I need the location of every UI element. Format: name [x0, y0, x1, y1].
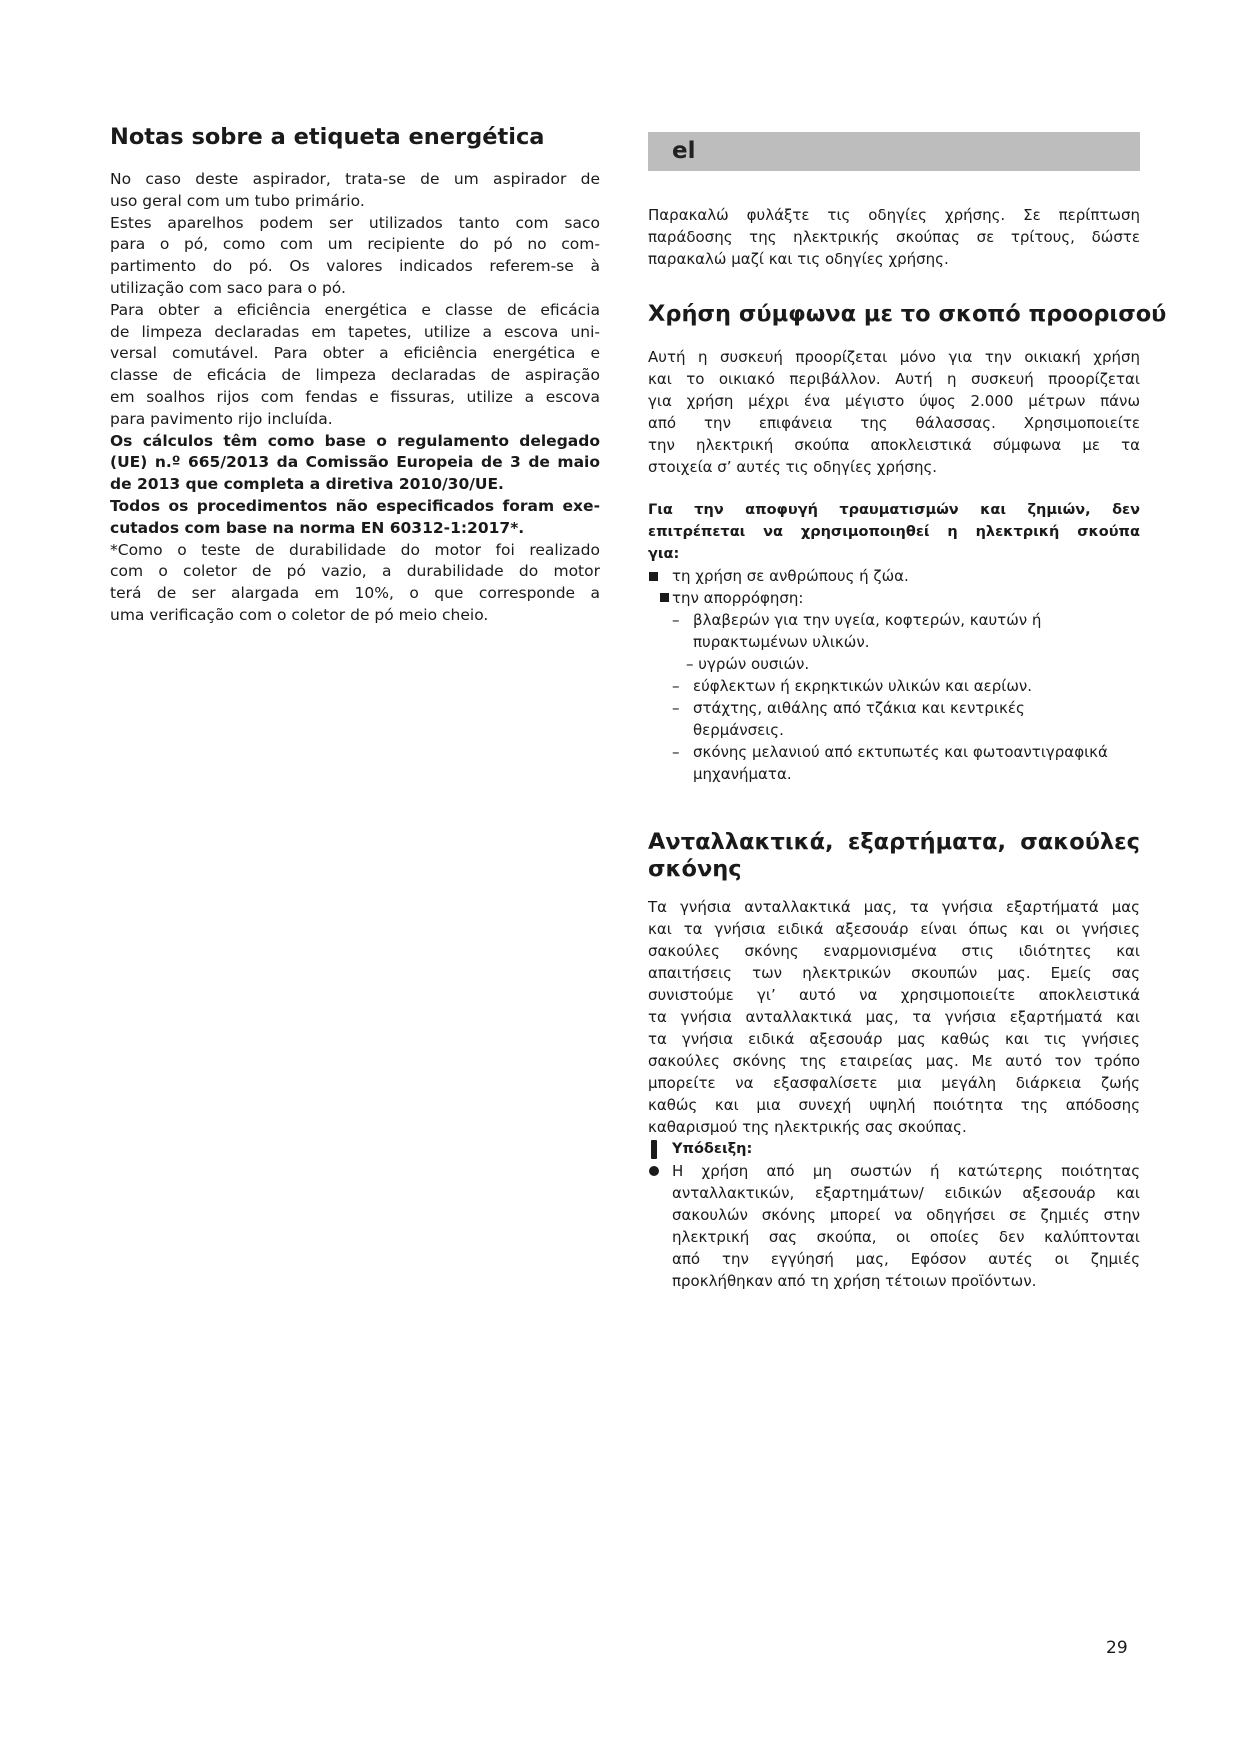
durability-footnote [110, 540, 600, 627]
text-line: Η χρήση από μη σωστών ή κατώτερης ποιότητας [672, 1162, 1140, 1180]
spare-parts-paragraph [648, 896, 1140, 1138]
text-line: uma verificação com o coletor de pó meio cheio. [110, 605, 489, 624]
text-line: de limpeza declaradas em tapetes, utilize a escova uni- [110, 322, 600, 341]
energy-label-text [110, 169, 600, 431]
dash-mark: – [672, 743, 680, 761]
note-text [672, 1160, 1140, 1292]
spare-parts-heading-line: Ανταλλακτικά, εξαρτήματα, σακούλες [648, 829, 1140, 855]
list-item-text: σκόνης μελανιού από εκτυπωτές και φωτοαντιγραφικά [693, 743, 1108, 761]
text-line: τα γνήσια ειδικά αξεσουάρ μας καθώς και τις γνήσιες [648, 1030, 1140, 1048]
list-item [672, 609, 1140, 653]
text-line: Todos os procedimentos não especificados foram exe- [110, 496, 600, 515]
dash-mark: – [672, 611, 680, 629]
spare-parts-heading [648, 829, 1140, 883]
text-line: τα γνήσια ανταλλακτικά μας, τα γνήσια εξαρτήματά και [648, 1008, 1140, 1026]
bullet-text: τη χρήση σε ανθρώπους ή ζώα. [672, 567, 909, 585]
dash-mark: – [672, 677, 680, 695]
text-line: σακουλών σκόνης μπορεί να οδηγήσει σε ζημιές στην [672, 1206, 1140, 1224]
text-line: No caso deste aspirador, trata-se de um aspirador de [110, 170, 600, 188]
text-line: (UE) n.º 665/2013 da Comissão Europeia de 3 de maio [110, 453, 600, 472]
text-line: Para obter a eficiência energética e classe de eficácia [110, 300, 600, 319]
list-item [672, 741, 1140, 785]
exclamation-icon [648, 1138, 662, 1188]
text-line: terá de ser alargada em 10%, o que corresponde a [110, 584, 600, 603]
text-line: utilização com saco para o pó. [110, 278, 346, 297]
text-line: Παρακαλώ φυλάξτε τις οδηγίες χρήσης. Σε περίπτωση [648, 206, 1140, 224]
text-line: μπορείτε να εξασφαλίσετε μια μεγάλη διάρκεια ζωής [648, 1074, 1140, 1092]
text-line: partimento do pó. Os valores indicados referem-se à [110, 257, 600, 276]
bullet-suction [648, 587, 1140, 609]
text-line: απαιτήσεις των ηλεκτρικών σκουπών μας. Εμείς σας [648, 964, 1140, 982]
text-line: versal comutável. Para obter a eficiência energética e [110, 344, 600, 363]
text-line: παράδοσης της ηλεκτρικής σκούπας σε τρίτους, δώστε [648, 228, 1140, 246]
energy-label-body [110, 169, 600, 627]
text-line: em soalhos rijos com fendas e fissuras, utilize a escova [110, 387, 600, 406]
text-line: για χρήση μέχρι ένα μέγιστο ύψος 2.000 μέτρων πάνω [648, 392, 1140, 410]
intended-use-heading: Χρήση σύμφωνα με το σκοπό προορισού [648, 301, 1167, 327]
text-line: Os cálculos têm como base o regulamento delegado [110, 431, 600, 450]
text-line: καθώς και μια συνεχή υψηλή ποιότητα της απόδοσης [648, 1096, 1140, 1114]
intro-text [648, 204, 1140, 270]
text-line: για: [648, 546, 680, 562]
list-item [672, 697, 1140, 741]
text-line: συνιστούμε γι’ αυτό να χρησιμοποιείτε αποκλειστικά [648, 986, 1140, 1004]
regulation-note [110, 431, 600, 540]
note-box [648, 1138, 1140, 1292]
text-line: de 2013 que completa a diretiva 2010/30/UE. [110, 475, 504, 494]
list-item-text: μηχανήματα. [693, 765, 792, 783]
list-item-text: – υγρών ουσιών. [686, 655, 810, 673]
language-bar [648, 132, 1140, 171]
text-line: Estes aparelhos podem ser utilizados tanto com saco [110, 213, 600, 232]
text-line: ηλεκτρική σας σκούπα, οι οποίες δεν καλύπτονται [672, 1228, 1140, 1246]
text-line: την ηλεκτρική σκούπα αποκλειστικά σύμφωνα με τα [648, 436, 1140, 454]
text-line: σακούλες σκόνης εναρμονισμένα στις ιδιότητες και [648, 942, 1140, 960]
text-line: Για την αποφυγή τραυματισμών και ζημιών, δεν [648, 502, 1140, 518]
bullet-persons-animals [648, 565, 1140, 587]
text-line: προκλήθηκαν από τη χρήση τέτοιων προϊόντων. [672, 1272, 1037, 1290]
text-line: και τα γνήσια ειδικά αξεσουάρ είναι όπως και οι γνήσιες [648, 920, 1140, 938]
intended-use-body [648, 346, 1140, 785]
text-line: para pavimento rijo incluída. [110, 409, 333, 428]
spare-parts-heading-line: σκόνης [648, 856, 742, 882]
text-line: com o coletor de pó vazio, a durabilidade do motor [110, 562, 600, 581]
list-item-text: βλαβερών για την υγεία, κοφτερών, καυτών ή [693, 611, 1042, 629]
dash-mark: – [672, 699, 680, 717]
list-item-text: στάχτης, αιθάλης από τζάκια και κεντρικές [693, 699, 1025, 717]
text-line: classe de eficácia de limpeza declaradas de aspiração [110, 366, 600, 385]
text-line: uso geral com um tubo primário. [110, 191, 365, 210]
text-line: para o pó, como com um recipiente do pó no com- [110, 235, 600, 254]
text-line: *Como o teste de durabilidade do motor foi realizado [110, 540, 600, 559]
text-line: παρακαλώ μαζί και τις οδηγίες χρήσης. [648, 250, 949, 268]
list-item-text: εύφλεκτων ή εκρηκτικών υλικών και αερίων. [693, 677, 1033, 695]
text-line: από την εγγύησή μας, Εφόσον αυτές οι ζημιές [672, 1250, 1140, 1268]
suction-list [648, 609, 1140, 785]
text-line: στοιχεία σ’ αυτές τις οδηγίες χρήσης. [648, 458, 938, 476]
text-line: ανταλλακτικών, εξαρτημάτων/ ειδικών αξεσουάρ και [672, 1184, 1140, 1202]
page-number: 29 [1106, 1638, 1128, 1658]
text-line: και το οικιακό περιβάλλον. Αυτή η συσκευή προορίζεται [648, 370, 1140, 388]
intro-paragraph [648, 204, 1140, 270]
list-item [672, 653, 1140, 675]
list-item-text: θερμάνσεις. [693, 721, 784, 739]
list-item-text: πυρακτωμένων υλικών. [693, 633, 870, 651]
square-bullet-icon [660, 593, 669, 602]
energy-label-heading: Notas sobre a etiqueta energética [110, 124, 545, 150]
intended-use-paragraph [648, 346, 1140, 478]
spare-parts-body [648, 896, 1140, 1292]
text-line: cutados com base na norma EN 60312-1:2017*. [110, 518, 525, 537]
note-title: Υπόδειξη: [672, 1141, 753, 1157]
square-bullet-icon [649, 572, 658, 581]
injury-warning [648, 499, 1140, 565]
bullet-text: την απορρόφηση: [672, 589, 804, 607]
list-item [672, 675, 1140, 697]
text-line: επιτρέπεται να χρησιμοποιηθεί η ηλεκτρική σκούπα [648, 524, 1140, 540]
text-line: Αυτή η συσκευή προορίζεται μόνο για την οικιακή χρήση [648, 348, 1140, 366]
language-code: el [672, 138, 696, 164]
text-line: σακούλες σκόνης της εταιρείας μας. Με αυτό τον τρόπο [648, 1052, 1140, 1070]
text-line: Τα γνήσια ανταλλακτικά μας, τα γνήσια εξαρτήματά μας [648, 898, 1140, 916]
text-line: καθαρισμού της ηλεκτρικής σας σκούπας. [648, 1118, 967, 1136]
text-line: από την επιφάνεια της θάλασσας. Χρησιμοποιείτε [648, 414, 1140, 432]
